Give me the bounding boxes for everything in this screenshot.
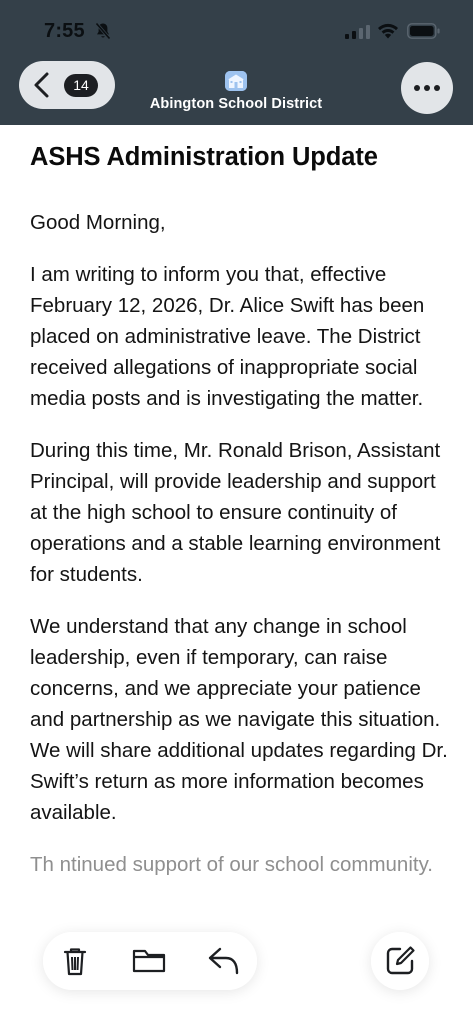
email-subject: ASHS Administration Update	[30, 143, 378, 171]
chevron-left-icon	[31, 71, 53, 99]
folder-icon	[131, 944, 167, 978]
wifi-icon	[377, 23, 399, 39]
compose-icon	[385, 945, 416, 976]
battery-icon	[407, 22, 441, 40]
email-paragraph: We understand that any change in school leadership, even if temporary, can raise concerns, and we appreciate your patience and partnership as we navigate this situation. We will share additional updates regarding Dr. Swift’s return as more information becomes available.	[30, 615, 448, 824]
ellipsis-dot	[424, 85, 430, 91]
delete-button[interactable]	[57, 944, 93, 978]
trash-icon	[57, 944, 93, 978]
more-options-button[interactable]	[401, 62, 453, 114]
reply-button[interactable]	[206, 944, 242, 978]
header-bar	[0, 0, 473, 125]
school-building-icon	[225, 71, 247, 91]
unread-count-badge: 14	[64, 74, 98, 97]
ellipsis-icon	[414, 85, 420, 91]
compose-button[interactable]	[371, 932, 429, 990]
ellipsis-dot	[434, 85, 440, 91]
email-paragraph-partial: Th ntinued support of our school community.	[30, 853, 433, 876]
sender-name[interactable]: Abington School District	[149, 96, 323, 112]
move-to-folder-button[interactable]	[131, 944, 167, 978]
bell-slash-icon	[95, 22, 111, 40]
reply-icon	[206, 944, 242, 978]
email-paragraph: I am writing to inform you that, effective February 12, 2026, Dr. Alice Swift has been placed on administrative leave. The District received allegations of inappropriate social media posts and is investigating the matter.	[30, 263, 425, 410]
message-toolbar	[43, 932, 257, 990]
status-bar	[0, 0, 473, 56]
email-greeting: Good Morning,	[30, 211, 166, 234]
email-paragraph: During this time, Mr. Ronald Brison, Assistant Principal, will provide leadership and support at the high school to ensure continuity of operations and a stable learning environment for students.	[30, 439, 441, 586]
email-body	[30, 140, 455, 880]
cellular-signal-icon	[345, 25, 371, 39]
nav-bar	[0, 58, 473, 114]
status-time: 7:55	[44, 20, 85, 42]
